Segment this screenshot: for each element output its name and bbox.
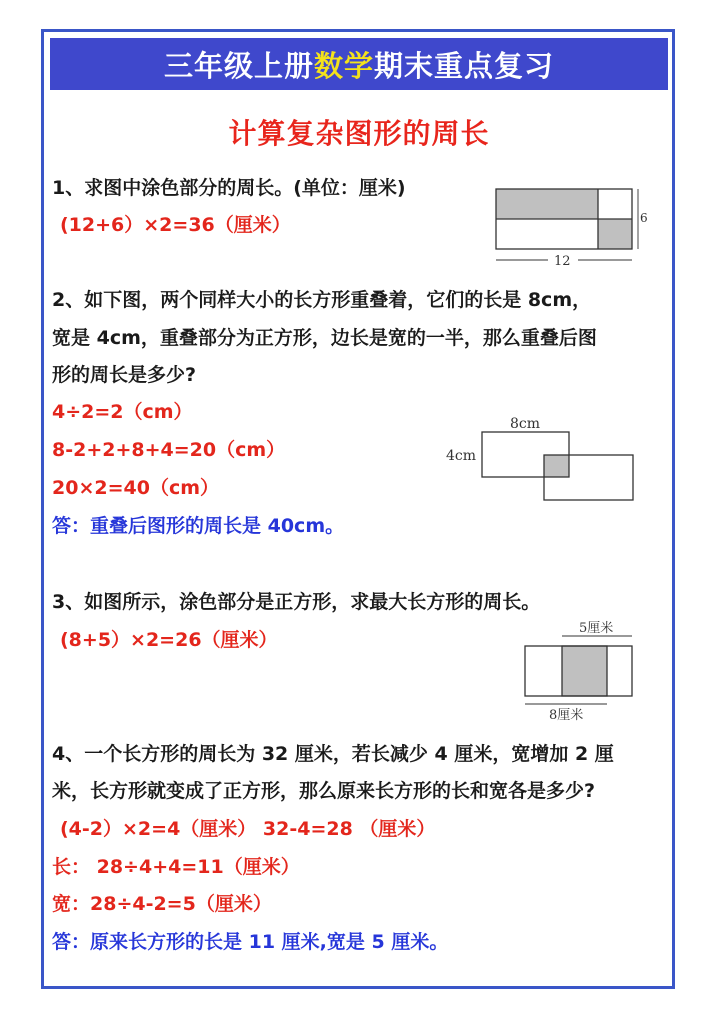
p2-answer: 答：重叠后图形的周长是 40cm。 [52, 515, 345, 537]
title-part2: 期末重点复习 [374, 48, 555, 83]
p1-width-label: 12 [554, 254, 571, 269]
title-part1: 三年级上册 [163, 48, 314, 83]
p1-question-line-1: 1、求图中涂色部分的周长。(单位：厘米) [52, 177, 406, 199]
p1-figure [490, 186, 650, 272]
p4-solution-line-1: (4-2）×2=4（厘米） 32-4=28 （厘米） [60, 818, 436, 840]
p2-solution-line-2: 8-2+2+8+4=20（cm） [52, 439, 286, 461]
section-subtitle: 计算复杂图形的周长 [228, 117, 490, 150]
p2-figure [440, 412, 640, 504]
page-title-banner [50, 38, 668, 90]
p2-length-label: 8cm [510, 416, 541, 432]
p3-solution-line-1: (8+5）×2=26（厘米） [60, 629, 278, 651]
p2-overlap-square [544, 455, 569, 477]
p3-figure [515, 618, 640, 722]
page-frame [41, 29, 675, 989]
p1-solution-line-1: (12+6）×2=36（厘米） [60, 214, 291, 236]
p3-top-label: 5厘米 [579, 621, 614, 636]
p2-solution-line-1: 4÷2=2（cm） [52, 401, 193, 423]
p3-bottom-label: 8厘米 [549, 708, 584, 723]
p1-height-label: 6 [640, 211, 648, 225]
p4-question-line-2: 米，长方形就变成了正方形，那么原来长方形的长和宽各是多少? [52, 780, 596, 802]
p3-shaded-square [562, 646, 607, 696]
p4-solution-line-3: 宽：28÷4-2=5（厘米） [52, 893, 272, 915]
p2-question-line-1: 2、如下图，两个同样大小的长方形重叠着，它们的长是 8cm， [52, 289, 592, 311]
p4-answer: 答：原来长方形的长是 11 厘米,宽是 5 厘米。 [52, 931, 449, 953]
p1-shaded-top [496, 189, 598, 219]
p2-question-line-3: 形的周长是多少? [52, 364, 197, 386]
p2-question-line-2: 宽是 4cm，重叠部分为正方形，边长是宽的一半，那么重叠后图 [52, 327, 597, 349]
p4-question-line-1: 4、一个长方形的周长为 32 厘米，若长减少 4 厘米，宽增加 2 厘 [52, 743, 614, 765]
title-highlight: 数学 [313, 48, 374, 83]
p3-question-line-1: 3、如图所示，涂色部分是正方形，求最大长方形的周长。 [52, 591, 541, 613]
p2-solution-line-3: 20×2=40（cm） [52, 477, 220, 499]
p4-solution-line-2: 长： 28÷4+4=11（厘米） [52, 856, 300, 878]
p1-shaded-right [598, 219, 632, 249]
p2-width-label: 4cm [446, 448, 477, 464]
